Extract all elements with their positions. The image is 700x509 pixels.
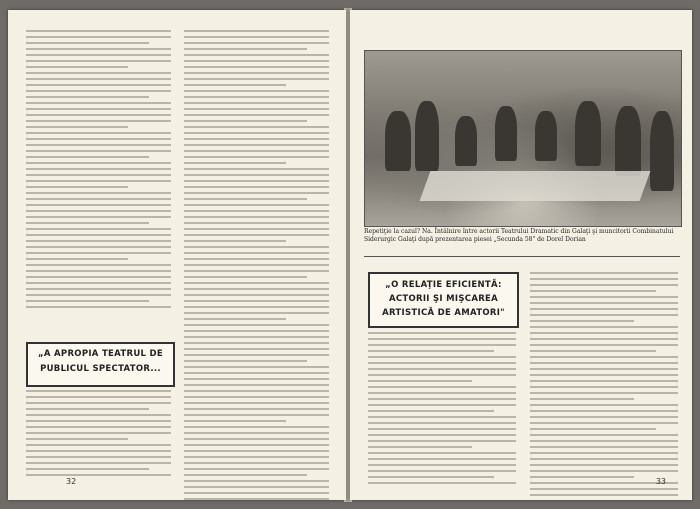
right-page-column-2 <box>530 272 678 500</box>
left-page-column-1 <box>26 30 171 312</box>
right-page <box>350 10 692 500</box>
left-page-column-2 <box>184 30 329 500</box>
left-page <box>8 10 346 500</box>
right-heading-line-3: ARTISTICĂ DE AMATORI" <box>382 308 505 318</box>
left-heading-line-1: „A APROPIA TEATRUL DE <box>38 349 163 359</box>
photo-caption: Repetiţie la cazul? Na. Întâlnire între actorii Teatrului Dramatic din Galaţi şi muncitorii Combinatului Siderurgic Galaţi după prezentarea piesei „Secunda 58" de Dorel Dorian <box>364 228 674 243</box>
left-page-heading <box>26 342 175 387</box>
right-page-number: 33 <box>655 477 666 486</box>
right-heading-line-2: ACTORII ŞI MIŞCAREA <box>388 294 499 304</box>
meeting-photo <box>364 50 682 227</box>
right-heading-line-1: „O RELAŢIE EFICIENTĂ: <box>385 280 502 290</box>
left-page-column-1-bottom <box>26 390 171 480</box>
left-heading-line-2: PUBLICUL SPECTATOR... <box>40 364 161 374</box>
right-page-heading <box>368 272 519 328</box>
right-page-column-1 <box>368 332 516 488</box>
left-page-number: 32 <box>66 477 77 486</box>
photo-separator <box>364 256 680 257</box>
